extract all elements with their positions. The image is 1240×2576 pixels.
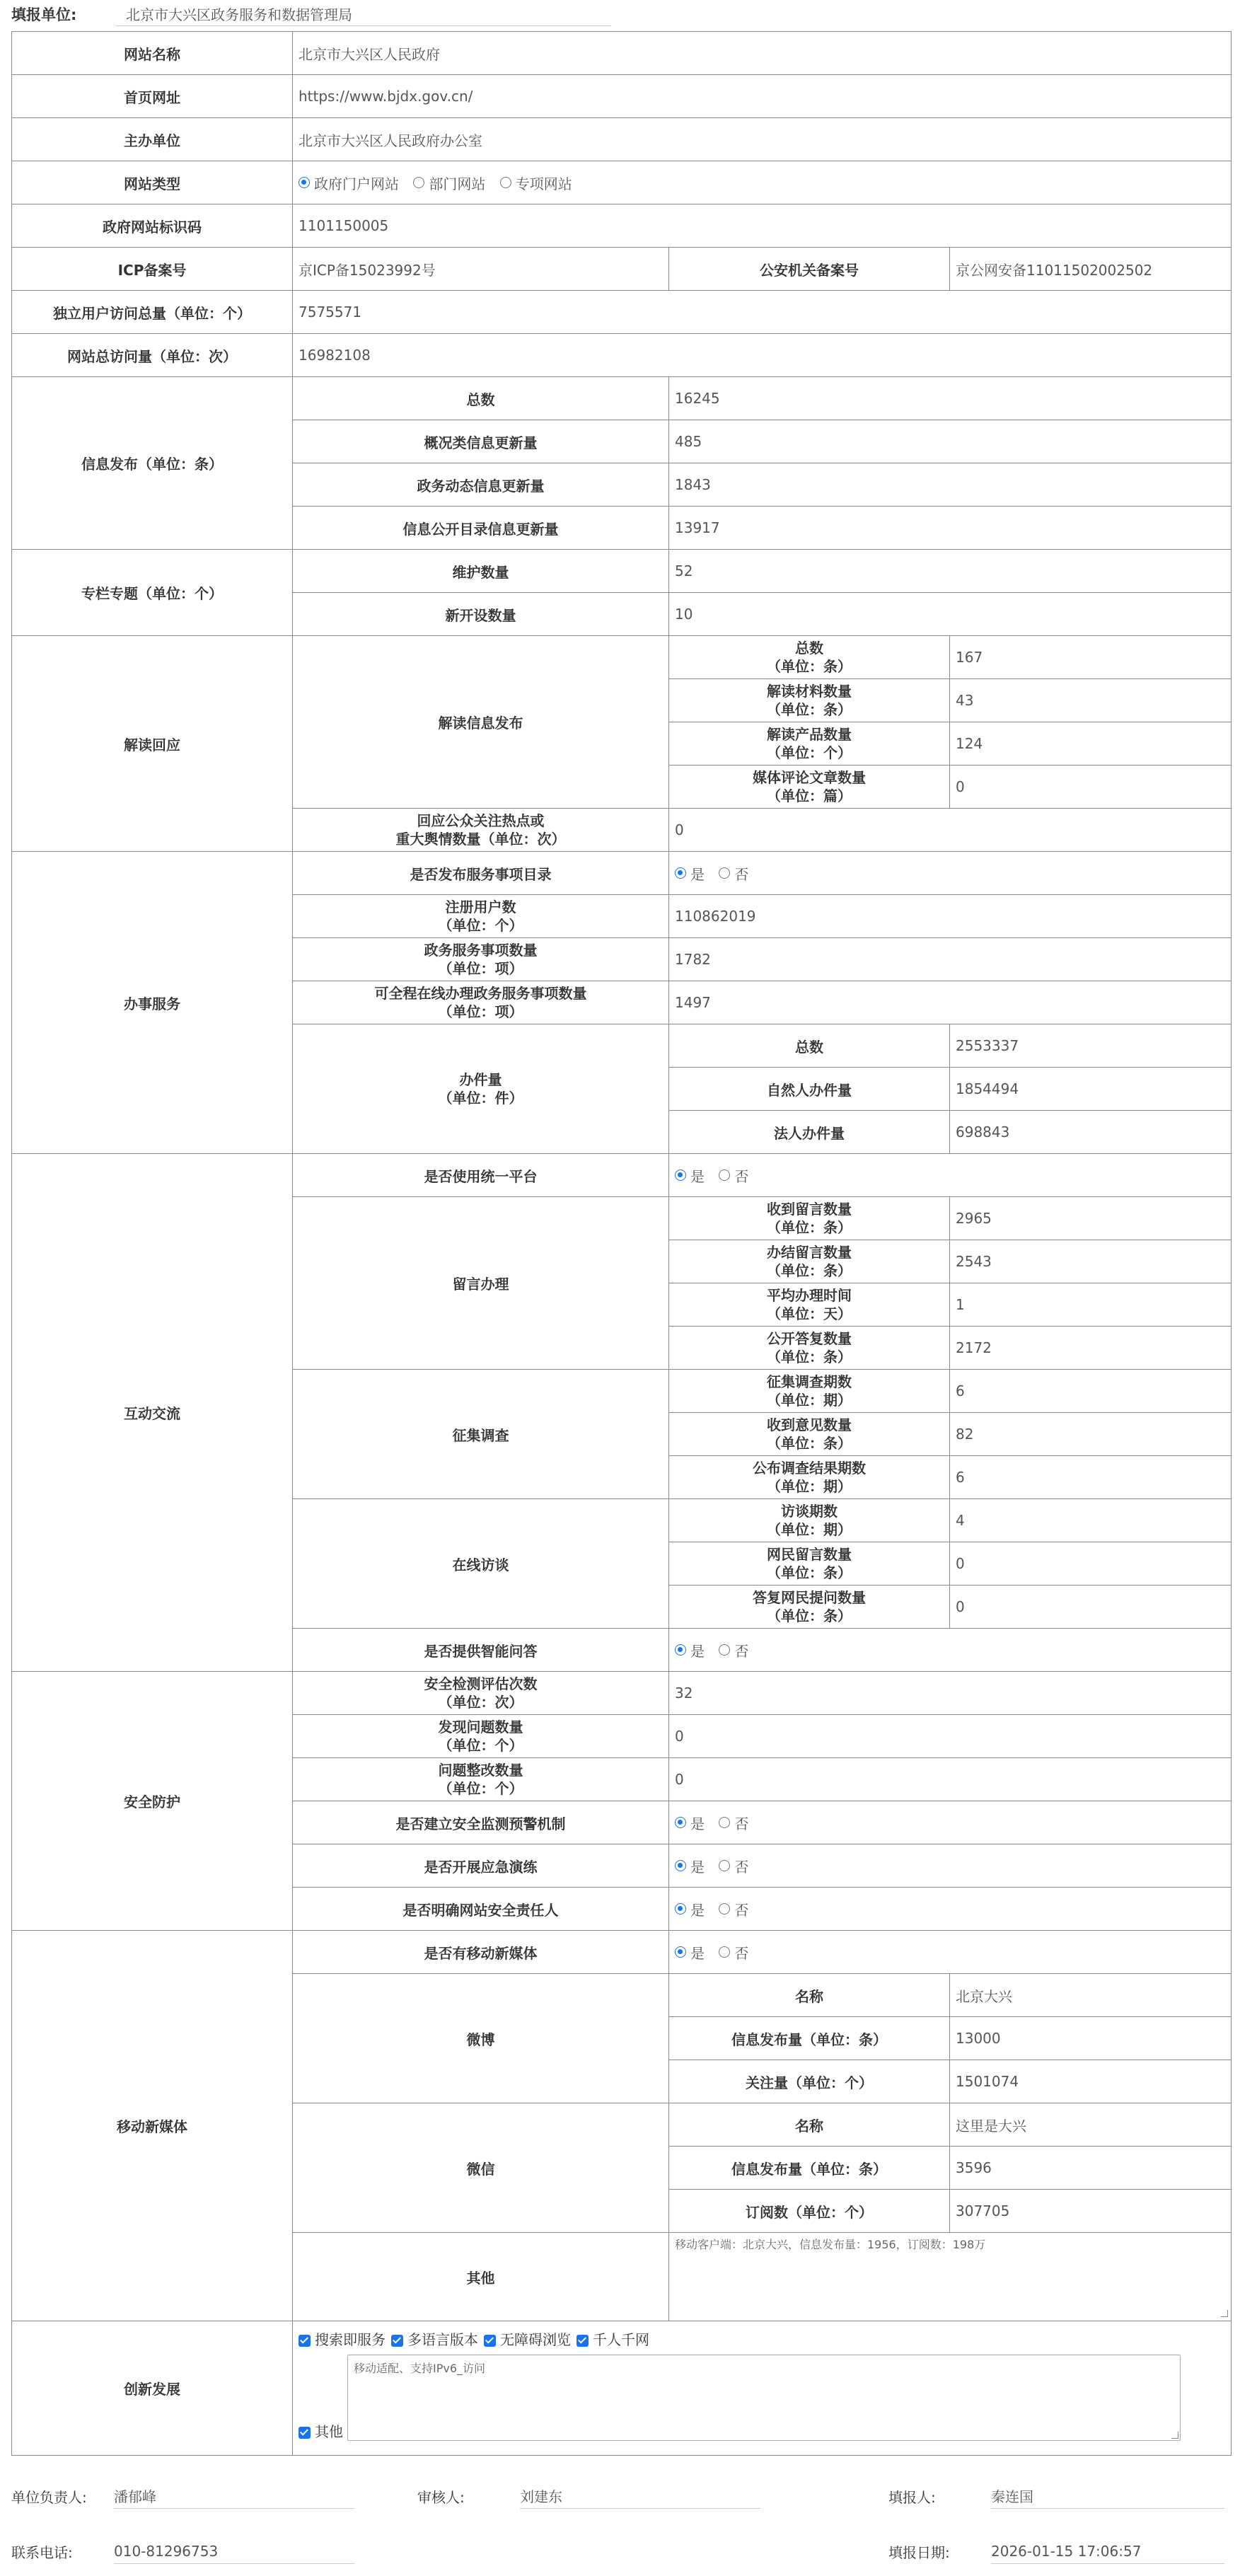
column-maintain-label: 维护数量: [293, 550, 669, 593]
yes-radio[interactable]: 是: [675, 1640, 705, 1660]
resize-grip-icon[interactable]: [1221, 2310, 1228, 2317]
leader-value[interactable]: 潘郁峰: [114, 2483, 354, 2509]
gov-id-label: 政府网站标识码: [12, 204, 293, 248]
homepage-label: 首页网址: [12, 75, 293, 118]
service-natural-value[interactable]: 1854494: [950, 1068, 1232, 1111]
date-value[interactable]: 2026-01-15 17:06:57: [991, 2539, 1224, 2564]
uv-value[interactable]: 7575571: [293, 291, 1232, 334]
security-drill-label: 是否开展应急演练: [293, 1844, 669, 1888]
weibo-follow-value[interactable]: 1501074: [950, 2060, 1232, 2103]
resize-grip-icon[interactable]: [1171, 2432, 1178, 2439]
host-unit-label: 主办单位: [12, 118, 293, 161]
info-publish-label: 信息发布（单位：条）: [12, 377, 293, 550]
security-owner-label: 是否明确网站安全责任人: [293, 1888, 669, 1931]
security-eval-label: 安全检测评估次数 （单位：次）: [293, 1672, 669, 1715]
interact-recv-label: 收到留言数量 （单位：条）: [669, 1197, 950, 1240]
column-label: 专栏专题（单位：个）: [12, 550, 293, 636]
interact-tperiod-value[interactable]: 4: [950, 1499, 1232, 1542]
mobile-other-cell: [669, 2233, 1232, 2321]
check-other[interactable]: 其他: [299, 2420, 343, 2441]
info-total-value[interactable]: 16245: [669, 377, 1232, 420]
reviewer-value[interactable]: 刘建东: [520, 2483, 760, 2509]
phone-label: 联系电话:: [11, 2543, 73, 2561]
yes-radio[interactable]: 是: [675, 1899, 705, 1919]
interact-opinion-value[interactable]: 82: [950, 1413, 1232, 1456]
interact-public-value[interactable]: 2172: [950, 1327, 1232, 1370]
site-type-dept-radio[interactable]: 部门网站: [413, 173, 485, 193]
interpret-total-label: 总数 （单位：条）: [669, 636, 950, 679]
filler-row: [888, 2482, 1224, 2510]
interact-platform-radios: [669, 1154, 1232, 1197]
radio-checked-icon: [675, 1644, 686, 1656]
date-row: [888, 2537, 1224, 2565]
radio-checked-icon: [675, 1946, 686, 1958]
interact-speriod-label: 征集调查期数 （单位：期）: [669, 1370, 950, 1413]
service-catalog-radios: [669, 852, 1232, 895]
service-vtotal-value[interactable]: 2553337: [950, 1024, 1232, 1068]
interact-avg-label: 平均办理时间 （单位：天）: [669, 1283, 950, 1327]
interpret-product-value[interactable]: 124: [950, 722, 1232, 766]
yes-radio[interactable]: 是: [675, 1856, 705, 1876]
yes-radio[interactable]: 是: [675, 1165, 705, 1186]
interpret-total-value[interactable]: 167: [950, 636, 1232, 679]
radio-unchecked-icon: [719, 1169, 730, 1181]
radio-unchecked-icon: [719, 1860, 730, 1871]
wechat-sub-value[interactable]: 307705: [950, 2190, 1232, 2233]
check-multilingual[interactable]: 多语言版本: [391, 2328, 478, 2349]
yes-radio[interactable]: 是: [675, 1813, 705, 1833]
site-name-value[interactable]: 北京市大兴区人民政府: [293, 32, 1232, 75]
interpret-material-label: 解读材料数量 （单位：条）: [669, 679, 950, 722]
column-new-label: 新开设数量: [293, 593, 669, 636]
date-label: 填报日期:: [888, 2543, 950, 2561]
phone-value[interactable]: 010-81296753: [114, 2539, 354, 2564]
interact-survey-label: 征集调查: [293, 1370, 669, 1499]
checkbox-checked-icon: [576, 2335, 589, 2347]
pv-label: 网站总访问量（单位：次）: [12, 334, 293, 377]
reviewer-row: [417, 2482, 760, 2510]
wechat-name-label: 名称: [669, 2103, 950, 2147]
yes-radio[interactable]: 是: [675, 863, 705, 884]
interact-speriod-value[interactable]: 6: [950, 1370, 1232, 1413]
security-warn-label: 是否建立安全监测预警机制: [293, 1801, 669, 1844]
service-catalog-label: 是否发布服务事项目录: [293, 852, 669, 895]
radio-checked-icon: [675, 1860, 686, 1871]
security-owner-radios: [669, 1888, 1232, 1931]
radio-checked-icon: [299, 177, 310, 188]
site-name-label: 网站名称: [12, 32, 293, 75]
radio-checked-icon: [675, 867, 686, 879]
weibo-pub-value[interactable]: 13000: [950, 2017, 1232, 2060]
interpret-publish-label: 解读信息发布: [293, 636, 669, 809]
interpret-respond-label: 回应公众关注热点或 重大舆情数量（单位：次）: [293, 809, 669, 852]
innovation-cell: [293, 2321, 1232, 2456]
innovation-checks: [299, 2328, 1225, 2349]
checkbox-checked-icon: [299, 2335, 311, 2347]
service-legal-label: 法人办件量: [669, 1111, 950, 1154]
checkbox-checked-icon: [391, 2335, 403, 2347]
radio-checked-icon: [675, 1903, 686, 1914]
check-search-service[interactable]: 搜索即服务: [299, 2328, 386, 2349]
wechat-pub-label: 信息发布量（单位：条）: [669, 2147, 950, 2190]
service-users-label: 注册用户数 （单位：个）: [293, 895, 669, 938]
police-record-value[interactable]: 京公网安备11011502002502: [950, 248, 1232, 291]
radio-unchecked-icon: [413, 177, 424, 188]
security-label: 安全防护: [12, 1672, 293, 1931]
site-type-radios: [293, 161, 1232, 204]
interpret-respond-value[interactable]: 0: [669, 809, 1232, 852]
site-type-portal-radio[interactable]: 政府门户网站: [299, 173, 399, 193]
report-table: [11, 31, 1232, 2456]
security-fixed-label: 问题整改数量 （单位：个）: [293, 1758, 669, 1801]
interact-opinion-label: 收到意见数量 （单位：条）: [669, 1413, 950, 1456]
security-warn-radios: [669, 1801, 1232, 1844]
no-radio[interactable]: 否: [719, 1942, 748, 1963]
info-dynamic-label: 政务动态信息更新量: [293, 463, 669, 507]
reporting-unit-label: 填报单位:: [11, 6, 77, 23]
pv-value[interactable]: 16982108: [293, 334, 1232, 377]
radio-checked-icon: [675, 1817, 686, 1828]
reporting-unit-row: [0, 0, 1240, 28]
interact-public-label: 公开答复数量 （单位：条）: [669, 1327, 950, 1370]
radio-unchecked-icon: [719, 1817, 730, 1828]
wechat-name-value[interactable]: 这里是大兴: [950, 2103, 1232, 2147]
weibo-label: 微博: [293, 1974, 669, 2103]
check-accessibility[interactable]: 无障碍浏览: [484, 2328, 571, 2349]
interact-netmsg-label: 网民留言数量 （单位：条）: [669, 1542, 950, 1586]
no-radio[interactable]: 否: [719, 1165, 748, 1186]
interact-avg-value[interactable]: 1: [950, 1283, 1232, 1327]
filler-label: 填报人:: [888, 2488, 936, 2506]
innovation-label: 创新发展: [12, 2321, 293, 2456]
wechat-pub-value[interactable]: 3596: [950, 2147, 1232, 2190]
interact-done-value[interactable]: 2543: [950, 1240, 1232, 1283]
filler-value[interactable]: 秦连国: [991, 2483, 1224, 2509]
security-found-label: 发现问题数量 （单位：个）: [293, 1715, 669, 1758]
phone-row: [11, 2537, 354, 2565]
site-type-special-radio[interactable]: 专项网站: [500, 173, 572, 193]
uv-label: 独立用户访问总量（单位：个）: [12, 291, 293, 334]
weibo-pub-label: 信息发布量（单位：条）: [669, 2017, 950, 2060]
icp-label: ICP备案号: [12, 248, 293, 291]
gov-id-value[interactable]: 1101150005: [293, 204, 1232, 248]
service-label: 办事服务: [12, 852, 293, 1154]
interact-talk-label: 在线访谈: [293, 1499, 669, 1629]
info-overview-label: 概况类信息更新量: [293, 420, 669, 463]
service-online-label: 可全程在线办理政务服务事项数量 （单位：项）: [293, 981, 669, 1024]
column-maintain-value[interactable]: 52: [669, 550, 1232, 593]
info-overview-value[interactable]: 485: [669, 420, 1232, 463]
security-eval-value[interactable]: 32: [669, 1672, 1232, 1715]
interact-label: 互动交流: [12, 1154, 293, 1672]
radio-unchecked-icon: [719, 1946, 730, 1958]
interpret-material-value[interactable]: 43: [950, 679, 1232, 722]
mobile-other-textarea[interactable]: 移动客户端：北京大兴，信息发布量：1956，订阅数：198万: [673, 2234, 1229, 2318]
interpret-media-value[interactable]: 0: [950, 766, 1232, 809]
info-open-label: 信息公开目录信息更新量: [293, 507, 669, 550]
interact-recv-value[interactable]: 2965: [950, 1197, 1232, 1240]
service-volume-label: 办件量 （单位：件）: [293, 1024, 669, 1154]
interact-done-label: 办结留言数量 （单位：条）: [669, 1240, 950, 1283]
interpret-media-label: 媒体评论文章数量 （单位：篇）: [669, 766, 950, 809]
no-radio[interactable]: 否: [719, 1856, 748, 1876]
interact-smart-label: 是否提供智能问答: [293, 1629, 669, 1672]
radio-unchecked-icon: [719, 1903, 730, 1914]
service-natural-label: 自然人办件量: [669, 1068, 950, 1111]
no-radio[interactable]: 否: [719, 1899, 748, 1919]
column-new-value[interactable]: 10: [669, 593, 1232, 636]
interact-answer-value[interactable]: 0: [950, 1586, 1232, 1629]
interpret-label: 解读回应: [12, 636, 293, 852]
site-type-label: 网站类型: [12, 161, 293, 204]
service-items-value[interactable]: 1782: [669, 938, 1232, 981]
service-items-label: 政务服务事项数量 （单位：项）: [293, 938, 669, 981]
yes-radio[interactable]: 是: [675, 1942, 705, 1963]
checkbox-checked-icon: [484, 2335, 496, 2347]
info-total-label: 总数: [293, 377, 669, 420]
no-radio[interactable]: 否: [719, 863, 748, 884]
service-legal-value[interactable]: 698843: [950, 1111, 1232, 1154]
interact-answer-label: 答复网民提问数量 （单位：条）: [669, 1586, 950, 1629]
interact-result-label: 公布调查结果期数 （单位：期）: [669, 1456, 950, 1499]
security-drill-radios: [669, 1844, 1232, 1888]
homepage-value[interactable]: https://www.bjdx.gov.cn/: [293, 75, 1232, 118]
security-found-value[interactable]: 0: [669, 1715, 1232, 1758]
innovation-other-textarea[interactable]: 移动适配、支持IPv6_访问: [347, 2355, 1181, 2441]
reporting-unit-value[interactable]: 北京市大兴区政务服务和数据管理局: [116, 2, 611, 26]
info-dynamic-value[interactable]: 1843: [669, 463, 1232, 507]
interact-msg-label: 留言办理: [293, 1197, 669, 1370]
radio-unchecked-icon: [500, 177, 511, 188]
mobile-label: 移动新媒体: [12, 1931, 293, 2321]
mobile-has-radios: [669, 1931, 1232, 1974]
no-radio[interactable]: 否: [719, 1813, 748, 1833]
service-vtotal-label: 总数: [669, 1024, 950, 1068]
info-open-value[interactable]: 13917: [669, 507, 1232, 550]
weibo-follow-label: 关注量（单位：个）: [669, 2060, 950, 2103]
radio-unchecked-icon: [719, 1644, 730, 1656]
wechat-sub-label: 订阅数（单位：个）: [669, 2190, 950, 2233]
mobile-other-label: 其他: [293, 2233, 669, 2321]
check-personalized[interactable]: 千人千网: [576, 2328, 649, 2349]
interact-platform-label: 是否使用统一平台: [293, 1154, 669, 1197]
no-radio[interactable]: 否: [719, 1640, 748, 1660]
radio-checked-icon: [675, 1169, 686, 1181]
radio-unchecked-icon: [719, 867, 730, 879]
service-online-value[interactable]: 1497: [669, 981, 1232, 1024]
interpret-product-label: 解读产品数量 （单位：个）: [669, 722, 950, 766]
interact-netmsg-value[interactable]: 0: [950, 1542, 1232, 1586]
interact-result-value[interactable]: 6: [950, 1456, 1232, 1499]
service-users-value[interactable]: 110862019: [669, 895, 1232, 938]
leader-label: 单位负责人:: [11, 2488, 87, 2506]
mobile-has-label: 是否有移动新媒体: [293, 1931, 669, 1974]
interact-tperiod-label: 访谈期数 （单位：期）: [669, 1499, 950, 1542]
weibo-name-value[interactable]: 北京大兴: [950, 1974, 1232, 2017]
host-unit-value[interactable]: 北京市大兴区人民政府办公室: [293, 118, 1232, 161]
icp-value[interactable]: 京ICP备15023992号: [293, 248, 669, 291]
interact-smart-radios: [669, 1629, 1232, 1672]
checkbox-checked-icon: [299, 2427, 311, 2439]
weibo-name-label: 名称: [669, 1974, 950, 2017]
reviewer-label: 审核人:: [417, 2488, 465, 2506]
police-record-label: 公安机关备案号: [669, 248, 950, 291]
wechat-label: 微信: [293, 2103, 669, 2233]
leader-row: [11, 2482, 354, 2510]
security-fixed-value[interactable]: 0: [669, 1758, 1232, 1801]
